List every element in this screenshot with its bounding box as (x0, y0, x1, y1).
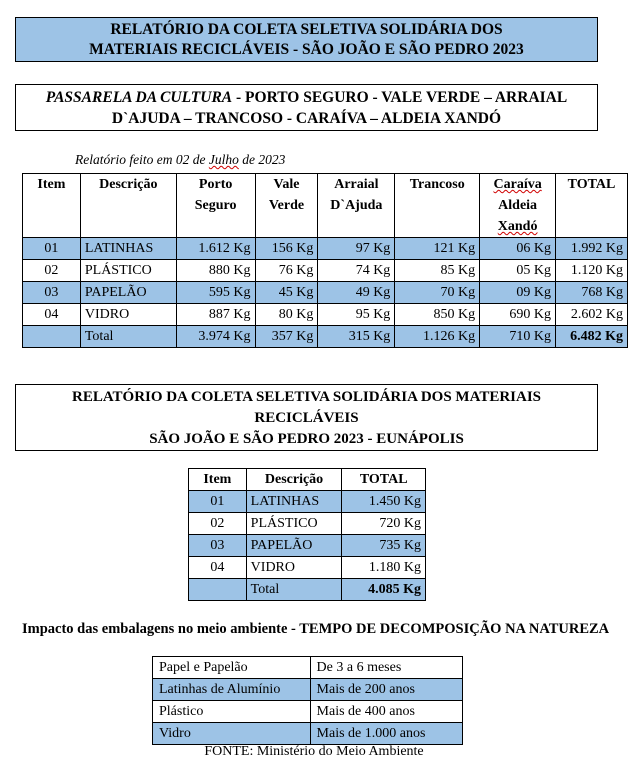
table-cell: Total (80, 326, 176, 348)
table-cell: 710 Kg (480, 326, 556, 348)
table-cell: 01 (23, 238, 81, 260)
col-arraial: Arraial D`Ajuda (318, 174, 395, 238)
table-cell: 70 Kg (395, 282, 480, 304)
table-cell: 01 (189, 491, 247, 513)
table-cell: PAPELÃO (80, 282, 176, 304)
table-cell: 315 Kg (318, 326, 395, 348)
table-cell: 45 Kg (255, 282, 318, 304)
col-total: TOTAL (342, 469, 426, 491)
table-cell: 02 (189, 513, 247, 535)
table-cell: 768 Kg (556, 282, 628, 304)
col-desc: Descrição (246, 469, 342, 491)
report-date-note (75, 152, 285, 168)
table-cell: Mais de 200 anos (310, 679, 462, 701)
eunapolis-title-line3: SÃO JOÃO E SÃO PEDRO 2023 - EUNÁPOLIS (149, 431, 464, 447)
report-title-line1: RELATÓRIO DA COLETA SELETIVA SOLIDÁRIA DOS (110, 21, 503, 38)
table-row (153, 723, 463, 745)
col-vale-verde: Vale Verde (255, 174, 318, 238)
table-cell: Latinhas de Alumínio (153, 679, 311, 701)
table-cell: De 3 a 6 meses (310, 657, 462, 679)
total-row (23, 326, 628, 348)
table-cell: 05 Kg (480, 260, 556, 282)
table-cell: 720 Kg (342, 513, 426, 535)
table-row (153, 679, 463, 701)
table-cell: LATINHAS (80, 238, 176, 260)
table-cell: 595 Kg (176, 282, 255, 304)
table-header-row (189, 469, 426, 491)
table-cell: Papel e Papelão (153, 657, 311, 679)
table-cell: 1.450 Kg (342, 491, 426, 513)
table-header-row (23, 174, 628, 238)
table-cell: LATINHAS (246, 491, 342, 513)
eunapolis-title-line1: RELATÓRIO DA COLETA SELETIVA SOLIDÁRIA DOS MATERIAIS (71, 389, 542, 405)
table-cell: 95 Kg (318, 304, 395, 326)
table-cell (189, 579, 247, 601)
table-cell: 880 Kg (176, 260, 255, 282)
table-cell: PLÁSTICO (80, 260, 176, 282)
collection-table-porto-seguro (22, 173, 628, 348)
impact-emphasis: TEMPO DE DECOMPOSIÇÃO NA NATUREZA (299, 621, 610, 637)
locations-line2: D`AJUDA – TRANCOSO - CARAÍVA – ALDEIA XANDÓ (111, 110, 502, 127)
table-cell: 1.992 Kg (556, 238, 628, 260)
table-cell: 80 Kg (255, 304, 318, 326)
table-cell: 3.974 Kg (176, 326, 255, 348)
table-cell: 156 Kg (255, 238, 318, 260)
table-cell: Vidro (153, 723, 311, 745)
source-note: FONTE: Ministério do Meio Ambiente (204, 744, 424, 759)
total-row (189, 579, 426, 601)
table-cell: 85 Kg (395, 260, 480, 282)
table-cell: 735 Kg (342, 535, 426, 557)
note-month: Julho (208, 152, 239, 167)
table-cell: VIDRO (80, 304, 176, 326)
table-cell: 1.120 Kg (556, 260, 628, 282)
table-cell: Mais de 400 anos (310, 701, 462, 723)
report-title-box (15, 17, 598, 62)
table-row (189, 513, 426, 535)
col-trancoso: Trancoso (395, 174, 480, 238)
table-cell: 03 (23, 282, 81, 304)
table-cell: 03 (189, 535, 247, 557)
col-total: TOTAL (556, 174, 628, 238)
table-row (153, 657, 463, 679)
decomposition-table (152, 656, 463, 745)
table-cell: 74 Kg (318, 260, 395, 282)
note-suffix: de 2023 (238, 152, 286, 167)
col-item: Item (23, 174, 81, 238)
table-cell: 04 (23, 304, 81, 326)
table-row (23, 304, 628, 326)
table-cell: 02 (23, 260, 81, 282)
table-cell: 04 (189, 557, 247, 579)
table-cell: PLÁSTICO (246, 513, 342, 535)
table-cell: 97 Kg (318, 238, 395, 260)
table-cell (23, 326, 81, 348)
table-cell: 6.482 Kg (556, 326, 628, 348)
table-cell: 09 Kg (480, 282, 556, 304)
eunapolis-title-line2: RECICLÁVEIS (254, 410, 359, 426)
table-cell: 850 Kg (395, 304, 480, 326)
col-item: Item (189, 469, 247, 491)
table-cell: 690 Kg (480, 304, 556, 326)
table-cell: 357 Kg (255, 326, 318, 348)
table-row (189, 491, 426, 513)
col-caraiva: Caraíva Aldeia Xandó (480, 174, 556, 238)
table-cell: Plástico (153, 701, 311, 723)
table-cell: 887 Kg (176, 304, 255, 326)
table-cell: 121 Kg (395, 238, 480, 260)
table-cell: 49 Kg (318, 282, 395, 304)
col-porto-seguro: Porto Seguro (176, 174, 255, 238)
table-cell: Mais de 1.000 anos (310, 723, 462, 745)
note-prefix: Relatório feito em 02 de (75, 152, 209, 167)
impact-prefix: Impacto das embalagens no meio ambiente - (22, 621, 300, 637)
locations-box (15, 84, 598, 131)
table-row (189, 557, 426, 579)
table-cell: Total (246, 579, 342, 601)
table-row (153, 701, 463, 723)
collection-table-eunapolis (188, 468, 426, 601)
eunapolis-title-box (15, 384, 598, 451)
table-cell: PAPELÃO (246, 535, 342, 557)
locations-line1 (16, 87, 597, 108)
table-cell: VIDRO (246, 557, 342, 579)
table-row (189, 535, 426, 557)
table-cell: 2.602 Kg (556, 304, 628, 326)
col-desc: Descrição (80, 174, 176, 238)
locations-rest: - PORTO SEGURO - VALE VERDE – ARRAIAL (232, 89, 568, 106)
table-cell: 76 Kg (255, 260, 318, 282)
table-cell: 06 Kg (480, 238, 556, 260)
table-row (23, 238, 628, 260)
table-cell: 1.126 Kg (395, 326, 480, 348)
table-cell: 4.085 Kg (342, 579, 426, 601)
table-row (23, 282, 628, 304)
impact-heading (22, 620, 622, 639)
table-cell: 1.180 Kg (342, 557, 426, 579)
table-cell: 1.612 Kg (176, 238, 255, 260)
table-row (23, 260, 628, 282)
locations-italic: PASSARELA DA CULTURA (45, 89, 233, 106)
report-title-line2: MATERIAIS RECICLÁVEIS - SÃO JOÃO E SÃO PEDRO 2023 (89, 41, 524, 58)
